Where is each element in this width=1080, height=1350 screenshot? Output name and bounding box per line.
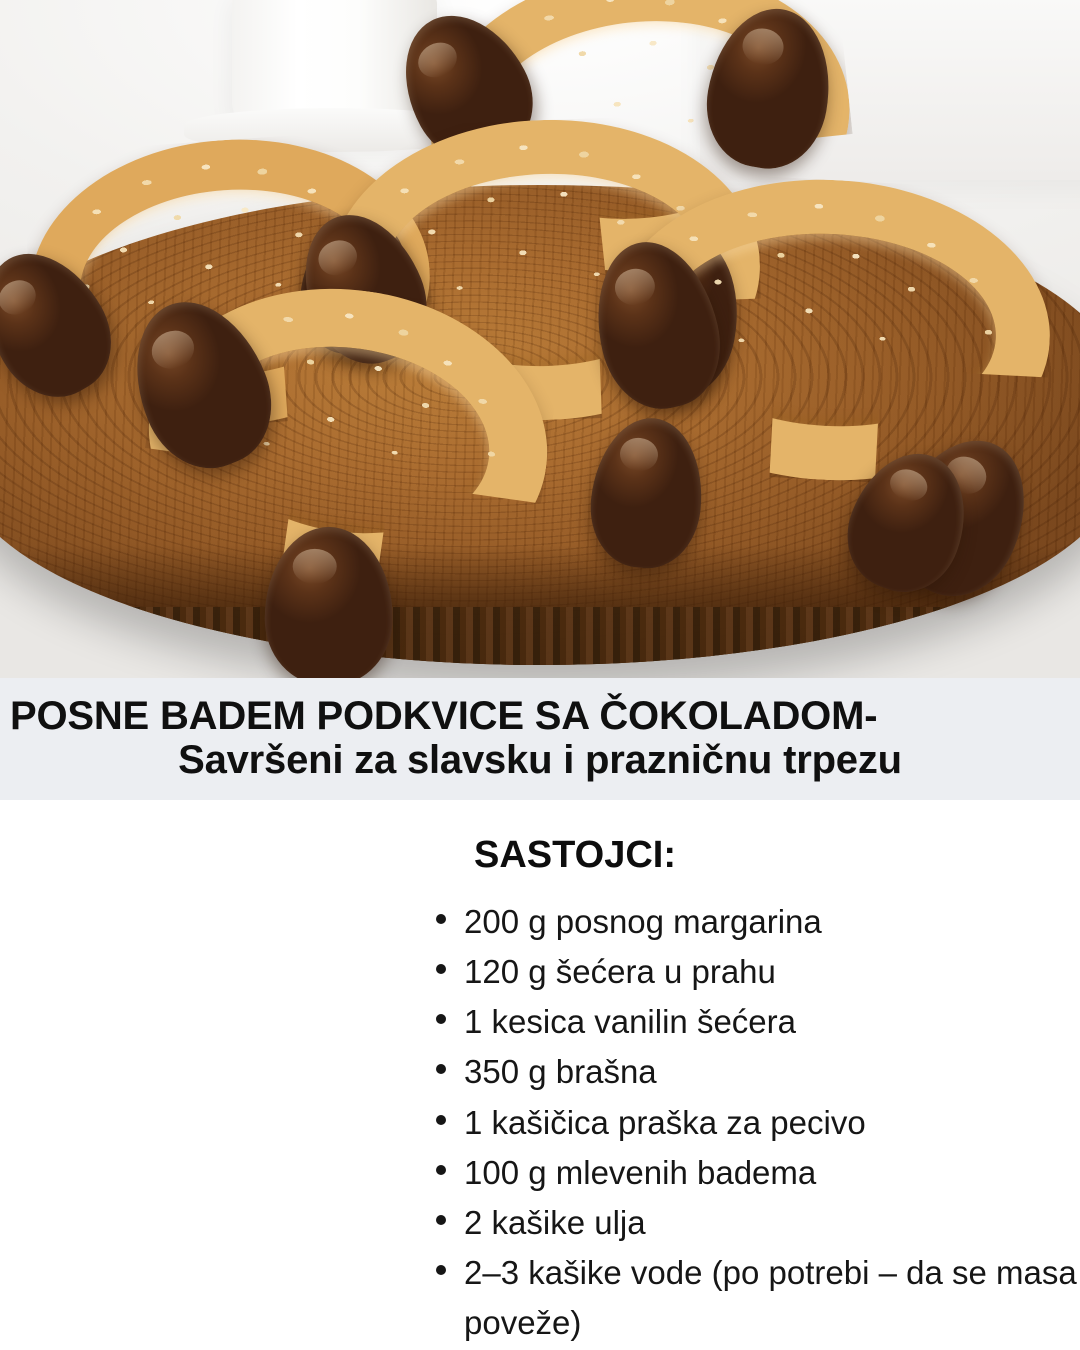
ingredient-label: 2 kašike ulja: [464, 1203, 646, 1241]
ingredient-label: 120 g šećera u prahu: [464, 953, 776, 991]
title-band: [0, 678, 1080, 800]
cookie-front: [129, 264, 567, 617]
bullet-icon: [436, 1115, 446, 1125]
ingredient-item: [430, 897, 1080, 947]
bullet-icon: [436, 964, 446, 974]
ingredient-item: [430, 997, 1080, 1047]
page-title-line-2: Savršeni za slavsku i prazničnu trpezu: [178, 738, 902, 783]
page-title-line-1: POSNE BADEM PODKVICE SA ČOKOLADOM-: [10, 694, 878, 738]
ingredient-label: 2–3 kašike vode (po potrebi – da se masa poveže): [464, 1254, 1077, 1342]
ingredients-heading: SASTOJCI:: [473, 834, 676, 876]
ingredient-label: 200 g posnog margarina: [464, 903, 822, 940]
ingredient-label: 1 kašičica praška za pecivo: [464, 1103, 866, 1141]
bullet-icon: [436, 1265, 446, 1275]
ingredients-list: [430, 897, 1080, 1348]
bullet-icon: [436, 1215, 446, 1225]
bullet-icon: [436, 914, 446, 924]
bullet-icon: [436, 1165, 446, 1175]
ingredient-item: [430, 1248, 1080, 1348]
ingredient-label: 350 g brašna: [464, 1053, 657, 1091]
bullet-icon: [436, 1064, 446, 1074]
ingredient-label: 1 kesica vanilin šećera: [464, 1003, 796, 1041]
recipe-content: [0, 800, 1080, 1348]
ingredient-item: [430, 947, 1080, 997]
ingredient-item: [430, 1148, 1080, 1198]
ingredient-label: 100 g mlevenih badema: [464, 1153, 817, 1191]
bullet-icon: [436, 1014, 446, 1024]
ingredient-item: [430, 1047, 1080, 1097]
ingredient-item: [430, 1098, 1080, 1148]
ingredient-item: [430, 1198, 1080, 1248]
